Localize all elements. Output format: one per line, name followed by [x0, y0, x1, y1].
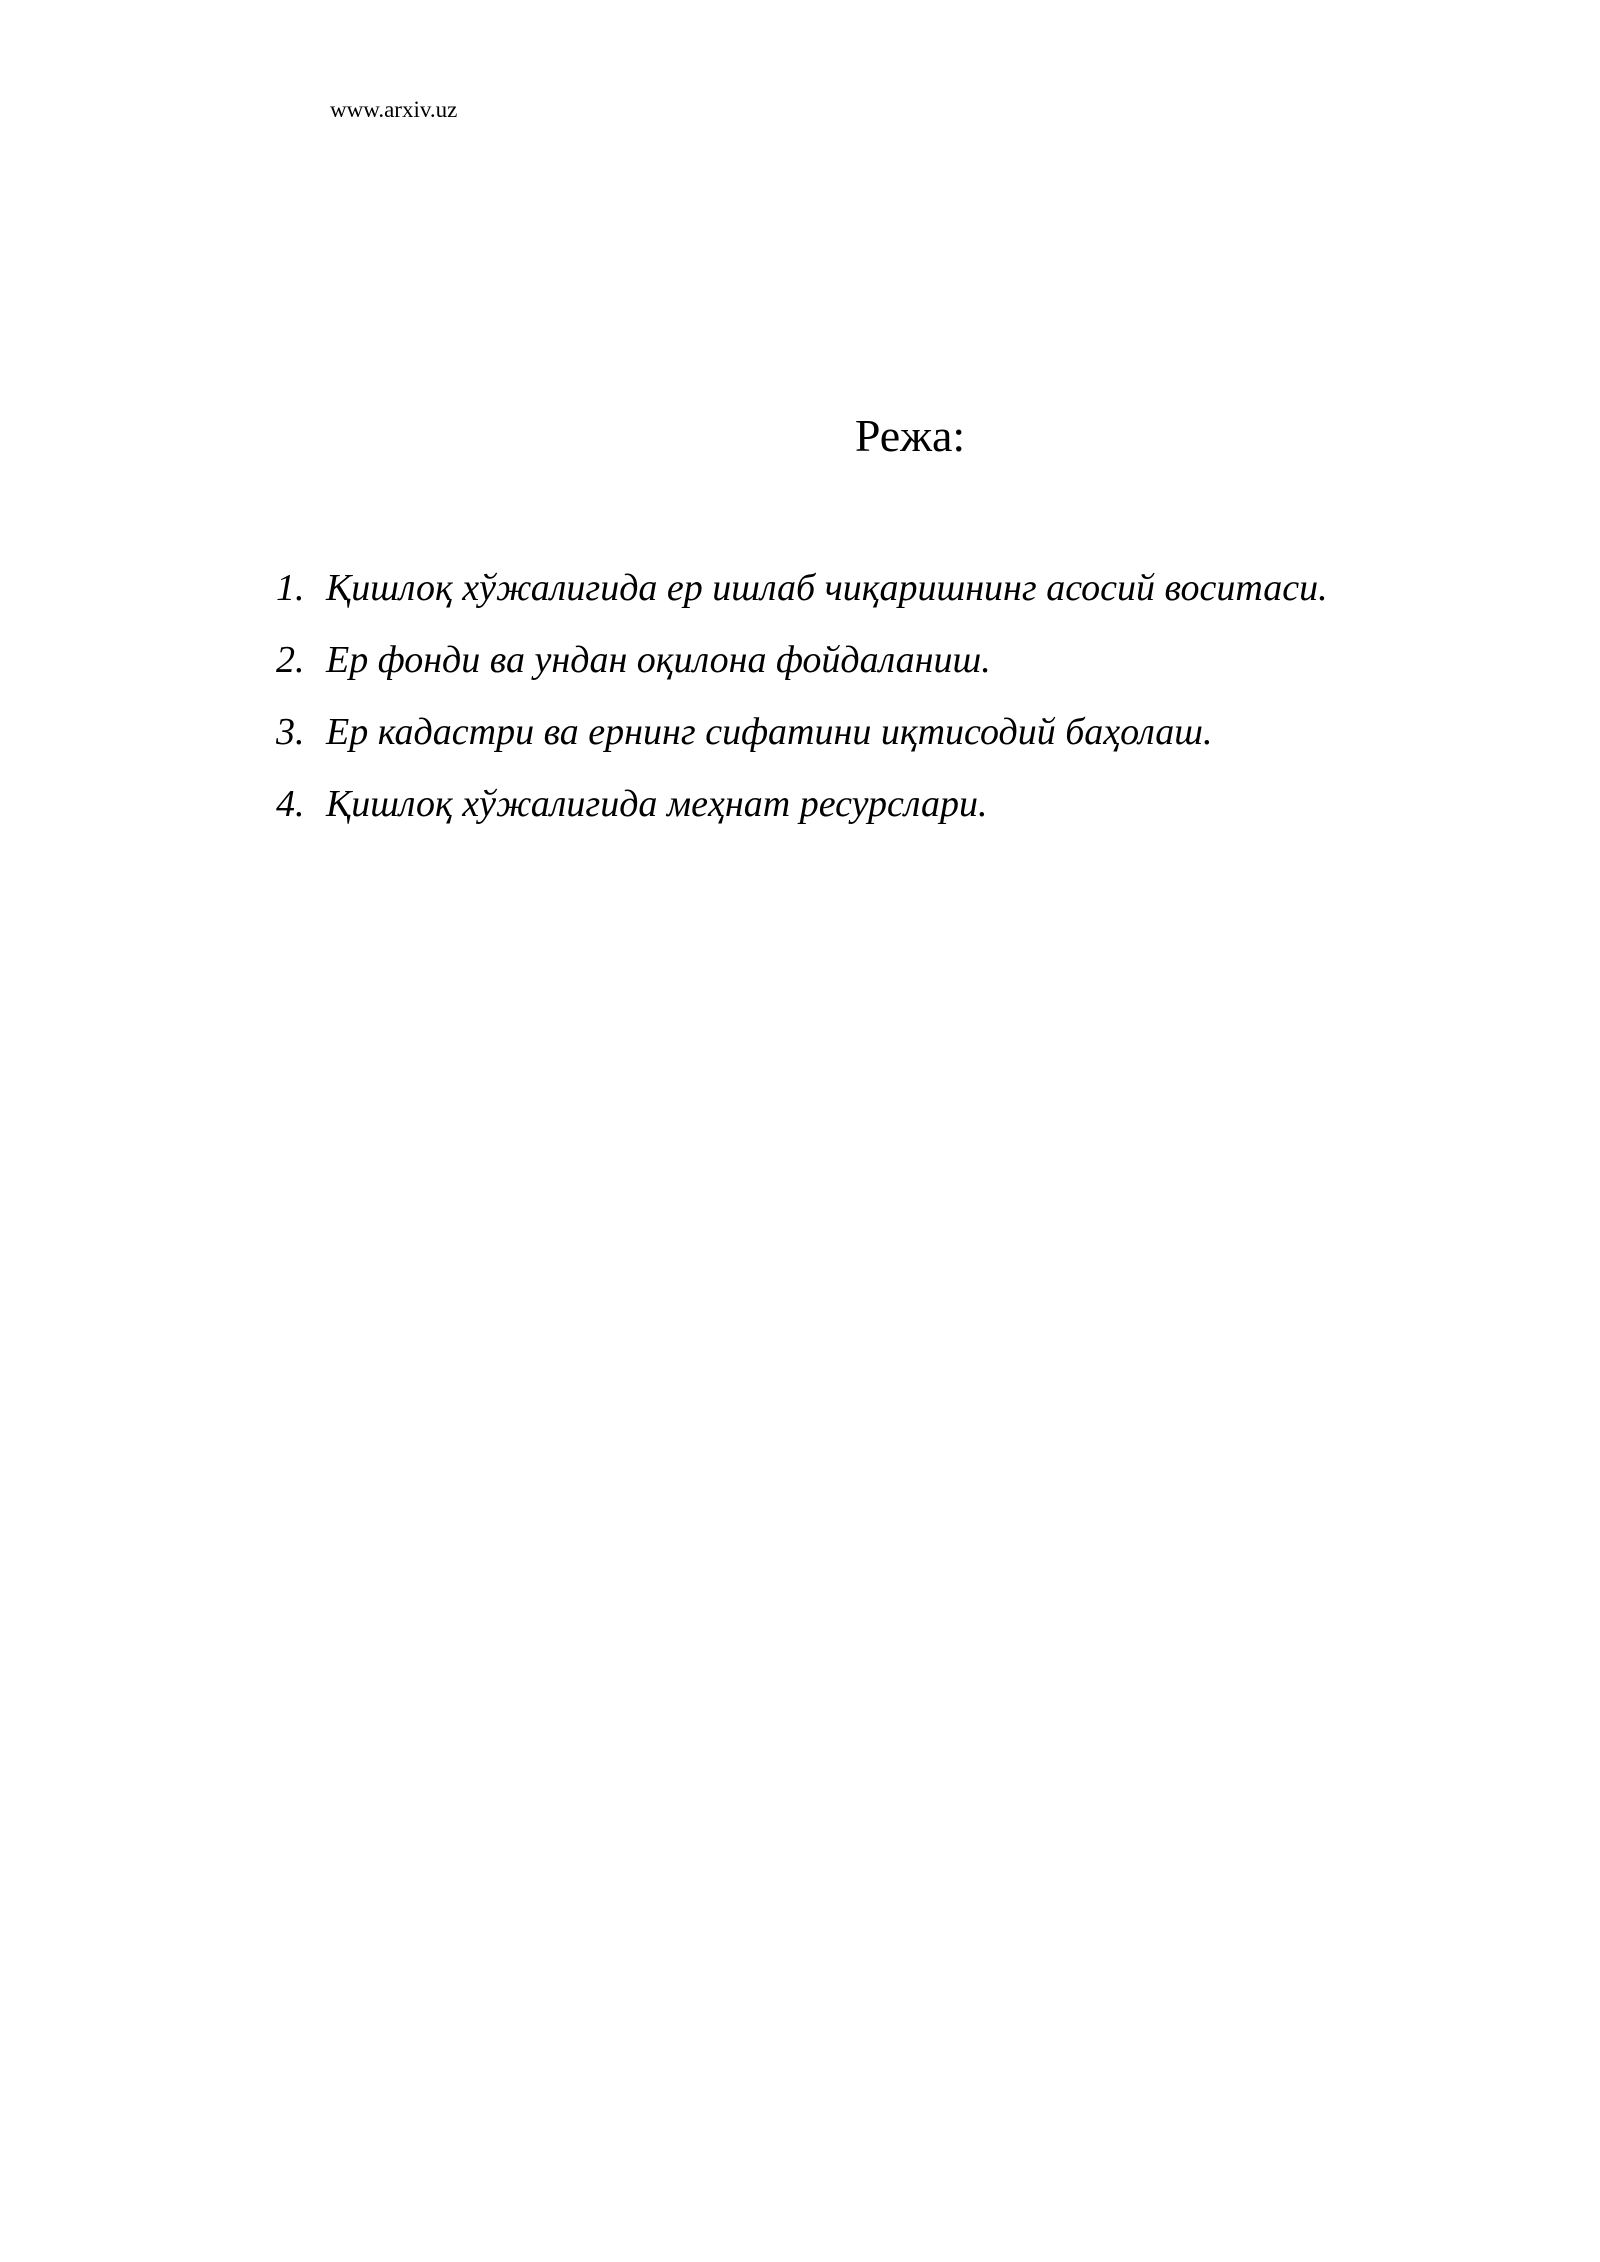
plan-item-number: 4.	[276, 783, 305, 825]
plan-item-number: 1.	[276, 567, 305, 609]
plan-item-text: Ер фонди ва ундан оқилона фойдаланиш.	[326, 639, 991, 681]
plan-item-4	[276, 776, 1328, 848]
plan-item-2	[276, 632, 1328, 704]
plan-item-text: Қишлоқ хўжалигида меҳнат ресурслари.	[326, 783, 988, 825]
plan-item-1	[276, 560, 1328, 632]
plan-item-number: 2.	[276, 639, 305, 681]
plan-item-3	[276, 704, 1328, 776]
plan-item-text: Қишлоқ хўжалигида ер ишлаб чиқаришнинг асосий воситаси.	[326, 567, 1328, 609]
plan-title: Режа:	[854, 410, 966, 461]
plan-list	[276, 560, 1328, 848]
plan-item-number: 3.	[276, 711, 305, 753]
header-url: www.arxiv.uz	[330, 97, 458, 122]
plan-item-text: Ер кадастри ва ернинг сифатини иқтисодий баҳолаш.	[326, 711, 1213, 753]
